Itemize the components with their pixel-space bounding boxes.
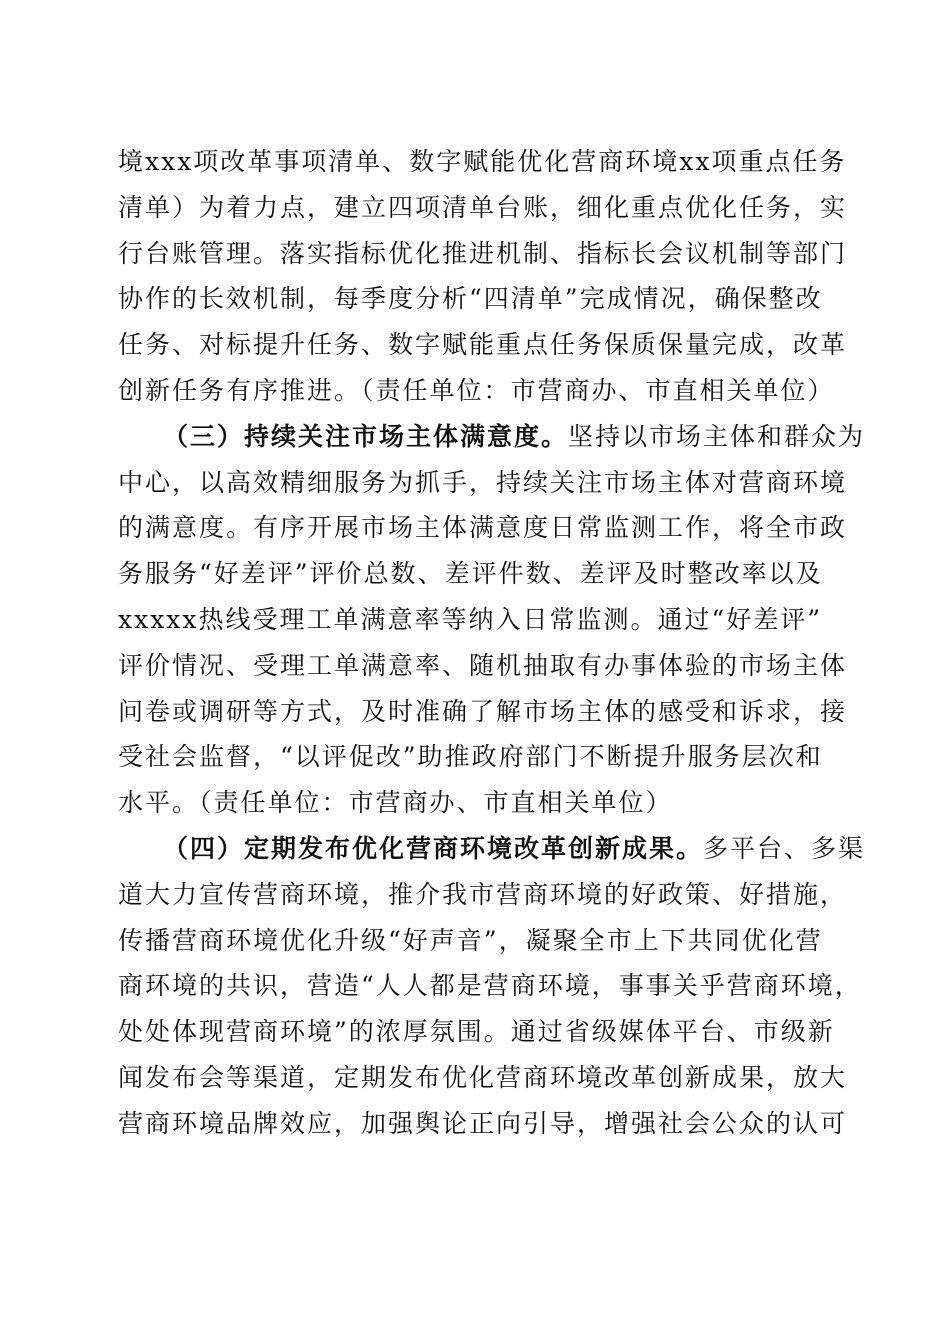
text-line: 协作的长效机制，每季度分析“四清单”完成情况，确保整改 [118,284,823,314]
section-3-heading: （三）持续关注市场主体满意度。 [163,421,569,451]
section-3-first-line-text: 坚持以市场主体和群众为 [568,421,866,451]
text-line: 道大力宣传营商环境，推介我市营商环境的好政策、好措施， [118,879,848,909]
text-line: 行台账管理。落实指标优化推进机制、指标长会议机制等部门 [118,238,848,268]
text-line: 传播营商环境优化升级“好声音”，凝聚全市上下共同优化营 [118,925,823,955]
text-line: 创新任务有序推进。（责任单位：市营商办、市直相关单位） [118,375,835,405]
text-line: 受社会监督，“以评促改”助推政府部门不断提升服务层次和 [118,742,823,772]
text-line: 境xxx项改革事项清单、数字赋能优化营商环境xx项重点任务 [118,147,847,176]
text-line: 处处体现营商环境”的浓厚氛围。通过省级媒体平台、市级新 [118,1017,835,1047]
section-3-first-line [118,414,866,460]
text-line: 问卷或调研等方式，及时准确了解市场主体的感受和诉求，接 [118,696,848,726]
text-line: 务服务“好差评”评价总数、差评件数、差评及时整改率以及 [118,559,823,589]
text-line: 清单）为着力点，建立四项清单台账，细化重点优化任务，实 [118,192,848,222]
text-line: 评价情况、受理工单满意率、随机抽取有办事体验的市场主体 [118,650,848,680]
section-4-first-line-text: 多平台、多渠 [703,833,866,863]
text-line: 中心，以高效精细服务为抓手，持续关注市场主体对营商环境 [118,467,848,497]
text-line: 闻发布会等渠道，定期发布优化营商环境改革创新成果，放大 [118,1062,848,1092]
text-line: xxxxx热线受理工单满意率等纳入日常监测。通过“好差评” [118,604,823,634]
document-body [118,139,866,1147]
section-4-heading: （四）定期发布优化营商环境改革创新成果。 [163,833,704,863]
text-line: 水平。（责任单位：市营商办、市直相关单位） [118,788,673,818]
section-4-first-line [118,826,866,872]
text-line: 任务、对标提升任务、数字赋能重点任务保质保量完成，改革 [118,330,848,360]
text-line: 营商环境品牌效应，加强舆论正向引导，增强社会公众的认可 [118,1108,848,1138]
text-line: 的满意度。有序开展市场主体满意度日常监测工作，将全市政 [118,513,848,543]
text-line: 商环境的共识，营造“人人都是营商环境，事事关乎营商环境， [118,971,862,1001]
